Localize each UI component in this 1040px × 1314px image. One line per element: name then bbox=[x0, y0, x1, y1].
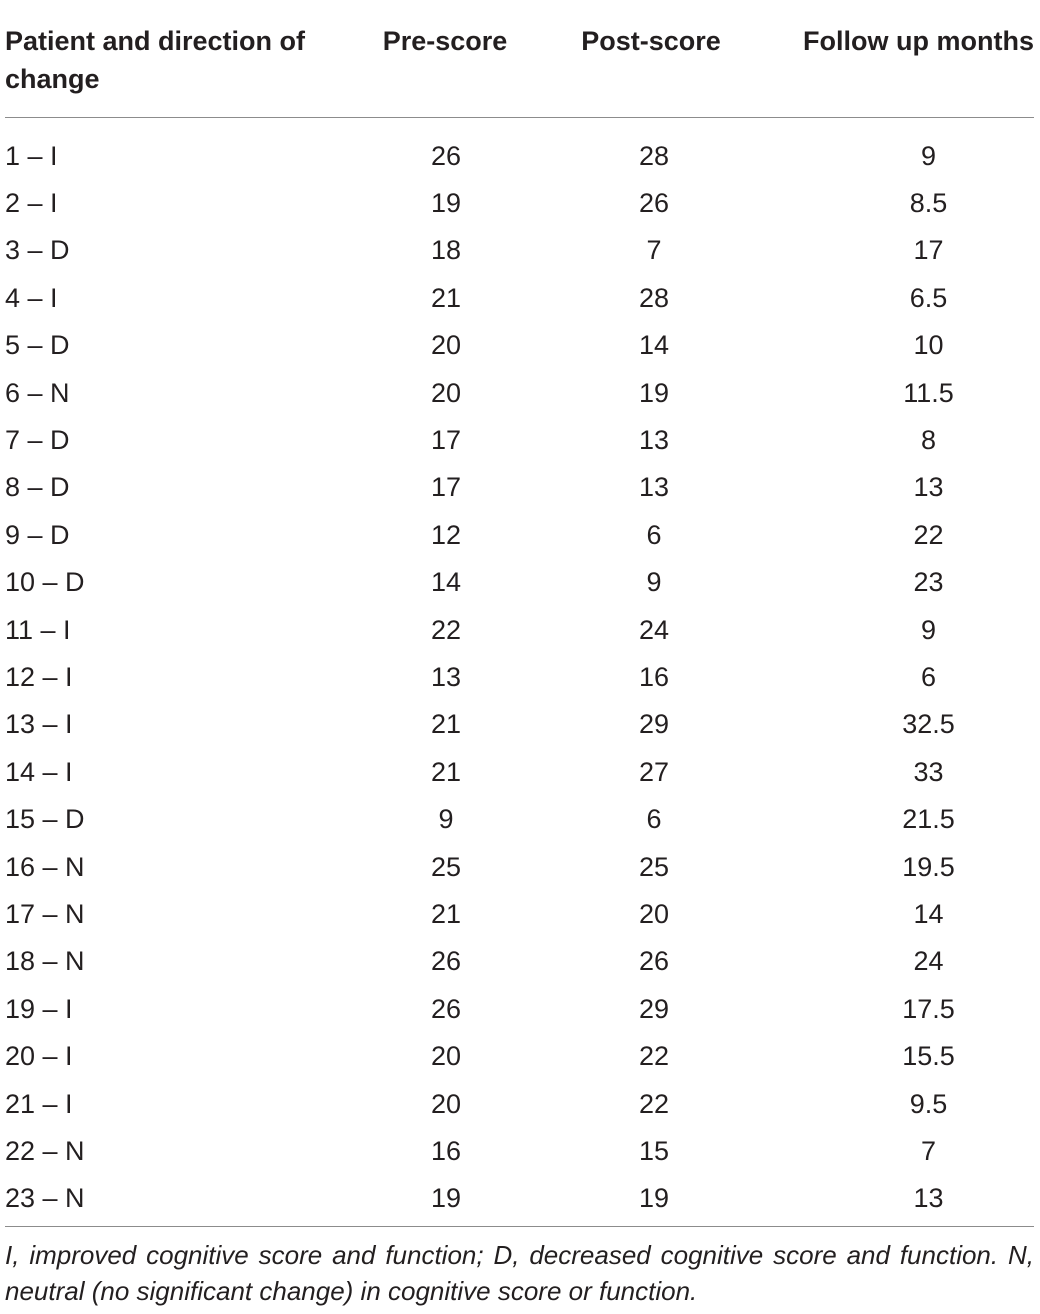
cell-patient: 11 – I bbox=[5, 614, 71, 645]
cell-follow-up-months: 32.5 bbox=[902, 709, 955, 740]
cell-patient: 22 – N bbox=[5, 1135, 85, 1166]
cell-follow-up-months: 17.5 bbox=[902, 993, 955, 1024]
table-row bbox=[5, 890, 1034, 937]
cell-pre-score: 21 bbox=[430, 756, 462, 787]
cell-pre-score: 12 bbox=[430, 519, 462, 550]
cell-patient: 17 – N bbox=[5, 898, 85, 929]
header-follow-up-months: Follow up months bbox=[753, 0, 1034, 118]
cell-patient: 19 – I bbox=[5, 993, 73, 1024]
cell-follow-up-months: 6 bbox=[920, 661, 937, 692]
cell-patient: 1 – I bbox=[5, 140, 58, 171]
cell-post-score: 6 bbox=[646, 519, 662, 550]
cell-pre-score: 20 bbox=[430, 330, 462, 361]
cell-post-score: 19 bbox=[638, 377, 670, 408]
cell-patient: 9 – D bbox=[5, 519, 70, 550]
cell-patient: 21 – I bbox=[5, 1088, 73, 1119]
cell-patient: 3 – D bbox=[5, 235, 70, 266]
cell-follow-up-months: 23 bbox=[913, 567, 944, 598]
table-row bbox=[5, 653, 1034, 700]
cell-pre-score: 26 bbox=[430, 993, 462, 1024]
cell-post-score: 6 bbox=[646, 804, 662, 835]
cell-patient: 2 – I bbox=[5, 188, 58, 219]
cell-pre-score: 26 bbox=[430, 140, 462, 171]
patient-scores-table bbox=[5, 0, 1034, 1230]
cell-post-score: 16 bbox=[638, 661, 670, 692]
cell-pre-score: 21 bbox=[430, 282, 462, 313]
table-row bbox=[5, 227, 1034, 274]
cell-follow-up-months: 24 bbox=[913, 946, 944, 977]
cell-pre-score: 20 bbox=[430, 377, 462, 408]
cell-post-score: 24 bbox=[638, 614, 670, 645]
table-row bbox=[5, 511, 1034, 558]
cell-pre-score: 13 bbox=[430, 661, 462, 692]
table-row bbox=[5, 1032, 1034, 1079]
cell-follow-up-months: 13 bbox=[913, 472, 944, 503]
cell-post-score: 29 bbox=[638, 993, 670, 1024]
cell-patient: 18 – N bbox=[5, 946, 85, 977]
cell-post-score: 26 bbox=[638, 188, 670, 219]
cell-post-score: 9 bbox=[646, 567, 662, 598]
cell-pre-score: 19 bbox=[430, 1183, 462, 1214]
header-patient-direction: Patient and direction of change bbox=[5, 0, 335, 118]
cell-post-score: 29 bbox=[638, 709, 670, 740]
table-row bbox=[5, 559, 1034, 606]
cell-pre-score: 17 bbox=[430, 472, 462, 503]
cell-post-score: 27 bbox=[638, 756, 670, 787]
table-row bbox=[5, 179, 1034, 226]
cell-follow-up-months: 6.5 bbox=[909, 282, 948, 313]
table-footnote: I, improved cognitive score and function; D, decreased cognitive score and function. N, neutral (no significant change) in cognitive score or function. bbox=[5, 1226, 1034, 1309]
cell-follow-up-months: 22 bbox=[913, 519, 944, 550]
table-row bbox=[5, 843, 1034, 890]
table-row bbox=[5, 1080, 1034, 1127]
table-row bbox=[5, 416, 1034, 463]
cell-post-score: 25 bbox=[638, 851, 670, 882]
cell-post-score: 22 bbox=[638, 1041, 670, 1072]
cell-post-score: 28 bbox=[638, 140, 670, 171]
cell-pre-score: 17 bbox=[430, 425, 462, 456]
cell-post-score: 22 bbox=[638, 1088, 670, 1119]
cell-pre-score: 14 bbox=[430, 567, 462, 598]
cell-pre-score: 26 bbox=[430, 946, 462, 977]
cell-patient: 7 – D bbox=[5, 425, 70, 456]
table-row bbox=[5, 701, 1034, 748]
cell-post-score: 28 bbox=[638, 282, 670, 313]
table-row bbox=[5, 274, 1034, 321]
table-row bbox=[5, 748, 1034, 795]
table-row bbox=[5, 1127, 1034, 1174]
cell-patient: 13 – I bbox=[5, 709, 73, 740]
table-row bbox=[5, 1175, 1034, 1230]
cell-patient: 6 – N bbox=[5, 377, 70, 408]
cell-follow-up-months: 33 bbox=[913, 756, 944, 787]
cell-follow-up-months: 8.5 bbox=[909, 188, 948, 219]
cell-post-score: 19 bbox=[638, 1183, 670, 1214]
cell-follow-up-months: 21.5 bbox=[902, 804, 955, 835]
table-row bbox=[5, 464, 1034, 511]
header-post-score: Post-score bbox=[547, 0, 753, 118]
cell-follow-up-months: 9 bbox=[920, 614, 937, 645]
cell-patient: 16 – N bbox=[5, 851, 85, 882]
cell-pre-score: 19 bbox=[430, 188, 462, 219]
data-table-container bbox=[5, 0, 1034, 1230]
table-body bbox=[5, 118, 1034, 1230]
table-row bbox=[5, 938, 1034, 985]
table-row bbox=[5, 985, 1034, 1032]
cell-pre-score: 16 bbox=[430, 1135, 462, 1166]
cell-pre-score: 21 bbox=[430, 709, 462, 740]
table-row bbox=[5, 322, 1034, 369]
cell-pre-score: 25 bbox=[430, 851, 462, 882]
cell-post-score: 13 bbox=[638, 472, 670, 503]
cell-pre-score: 22 bbox=[430, 614, 462, 645]
cell-patient: 20 – I bbox=[5, 1041, 73, 1072]
cell-follow-up-months: 17 bbox=[913, 235, 944, 266]
table-row bbox=[5, 795, 1034, 842]
table-row bbox=[5, 118, 1034, 180]
cell-patient: 15 – D bbox=[5, 804, 85, 835]
cell-follow-up-months: 15.5 bbox=[902, 1041, 955, 1072]
cell-patient: 23 – N bbox=[5, 1183, 85, 1214]
cell-patient: 10 – D bbox=[5, 567, 85, 598]
cell-patient: 12 – I bbox=[5, 661, 73, 692]
header-pre-score: Pre-score bbox=[335, 0, 547, 118]
cell-follow-up-months: 10 bbox=[913, 330, 944, 361]
cell-pre-score: 20 bbox=[430, 1041, 462, 1072]
cell-follow-up-months: 9.5 bbox=[909, 1088, 948, 1119]
cell-post-score: 7 bbox=[646, 235, 662, 266]
cell-pre-score: 9 bbox=[438, 804, 454, 835]
cell-patient: 5 – D bbox=[5, 330, 70, 361]
cell-post-score: 26 bbox=[638, 946, 670, 977]
cell-patient: 4 – I bbox=[5, 282, 58, 313]
cell-follow-up-months: 11.5 bbox=[903, 377, 954, 408]
cell-follow-up-months: 13 bbox=[913, 1183, 944, 1214]
cell-follow-up-months: 19.5 bbox=[902, 851, 955, 882]
cell-post-score: 14 bbox=[638, 330, 670, 361]
cell-follow-up-months: 9 bbox=[920, 140, 937, 171]
cell-pre-score: 21 bbox=[430, 898, 462, 929]
cell-follow-up-months: 8 bbox=[920, 425, 937, 456]
cell-patient: 8 – D bbox=[5, 472, 70, 503]
table-row bbox=[5, 369, 1034, 416]
cell-follow-up-months: 7 bbox=[920, 1135, 937, 1166]
cell-post-score: 15 bbox=[638, 1135, 670, 1166]
cell-pre-score: 18 bbox=[430, 235, 462, 266]
cell-patient: 14 – I bbox=[5, 756, 73, 787]
header-row bbox=[5, 0, 1034, 118]
table-row bbox=[5, 606, 1034, 653]
cell-pre-score: 20 bbox=[430, 1088, 462, 1119]
cell-post-score: 20 bbox=[638, 898, 670, 929]
table-header bbox=[5, 0, 1034, 118]
cell-follow-up-months: 14 bbox=[913, 898, 944, 929]
cell-post-score: 13 bbox=[638, 425, 670, 456]
